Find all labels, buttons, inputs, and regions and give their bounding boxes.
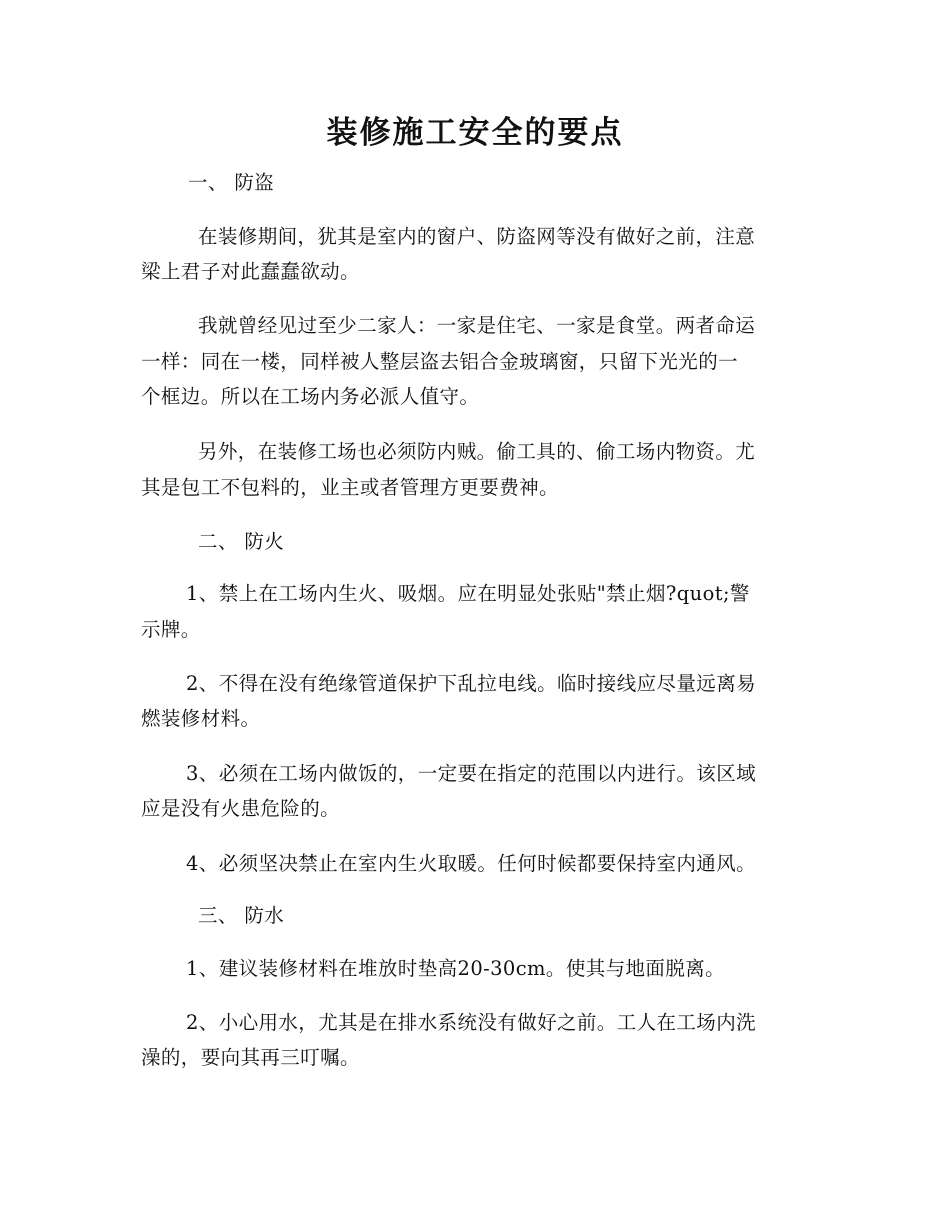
paragraph-line: 澡的，要向其再三叮嘱。 [141, 1046, 360, 1069]
section-heading-water: 三、 防水 [198, 904, 285, 927]
paragraph-line: 另外，在装修工场也必须防内贼。偷工具的、偷工场内物资。尤 [198, 440, 756, 463]
paragraph-line: 个框边。所以在工场内务必派人值守。 [141, 385, 480, 408]
paragraph-line: 其是包工不包料的，业主或者管理方更要费神。 [141, 476, 559, 499]
paragraph-line: 2、不得在没有绝缘管道保护下乱拉电线。临时接线应尽量远离易 [186, 672, 757, 695]
document-title: 装修施工安全的要点 [326, 115, 624, 151]
paragraph-line: 在装修期间，犹其是室内的窗户、防盗网等没有做好之前，注意 [198, 225, 756, 248]
paragraph-line: 我就曾经见过至少二家人：一家是住宅、一家是食堂。两者命运 [198, 314, 756, 337]
paragraph-line: 2、小心用水，尤其是在排水系统没有做好之前。工人在工场内洗 [186, 1011, 757, 1034]
section-heading-fire: 二、 防火 [198, 530, 285, 553]
paragraph-line: 燃装修材料。 [141, 707, 261, 730]
paragraph-line: 3、必须在工场内做饭的，一定要在指定的范围以内进行。该区域 [186, 762, 757, 785]
paragraph-line: 应是没有火患危险的。 [141, 797, 341, 820]
paragraph-line: 梁上君子对此蠢蠢欲动。 [141, 260, 360, 283]
paragraph-line: 一样：同在一楼，同样被人整层盗去铝合金玻璃窗，只留下光光的一 [141, 350, 739, 373]
paragraph-line: 示牌。 [141, 618, 201, 641]
section-heading-theft: 一、 防盗 [188, 171, 275, 194]
paragraph-line: 1、建议装修材料在堆放时垫高20-30cm。使其与地面脱离。 [186, 957, 726, 980]
paragraph-line: 4、必须坚决禁止在室内生火取暖。任何时候都要保持室内通风。 [186, 852, 757, 875]
paragraph-line: 1、禁上在工场内生火、吸烟。应在明显处张贴"禁止烟?quot;警 [186, 582, 750, 605]
